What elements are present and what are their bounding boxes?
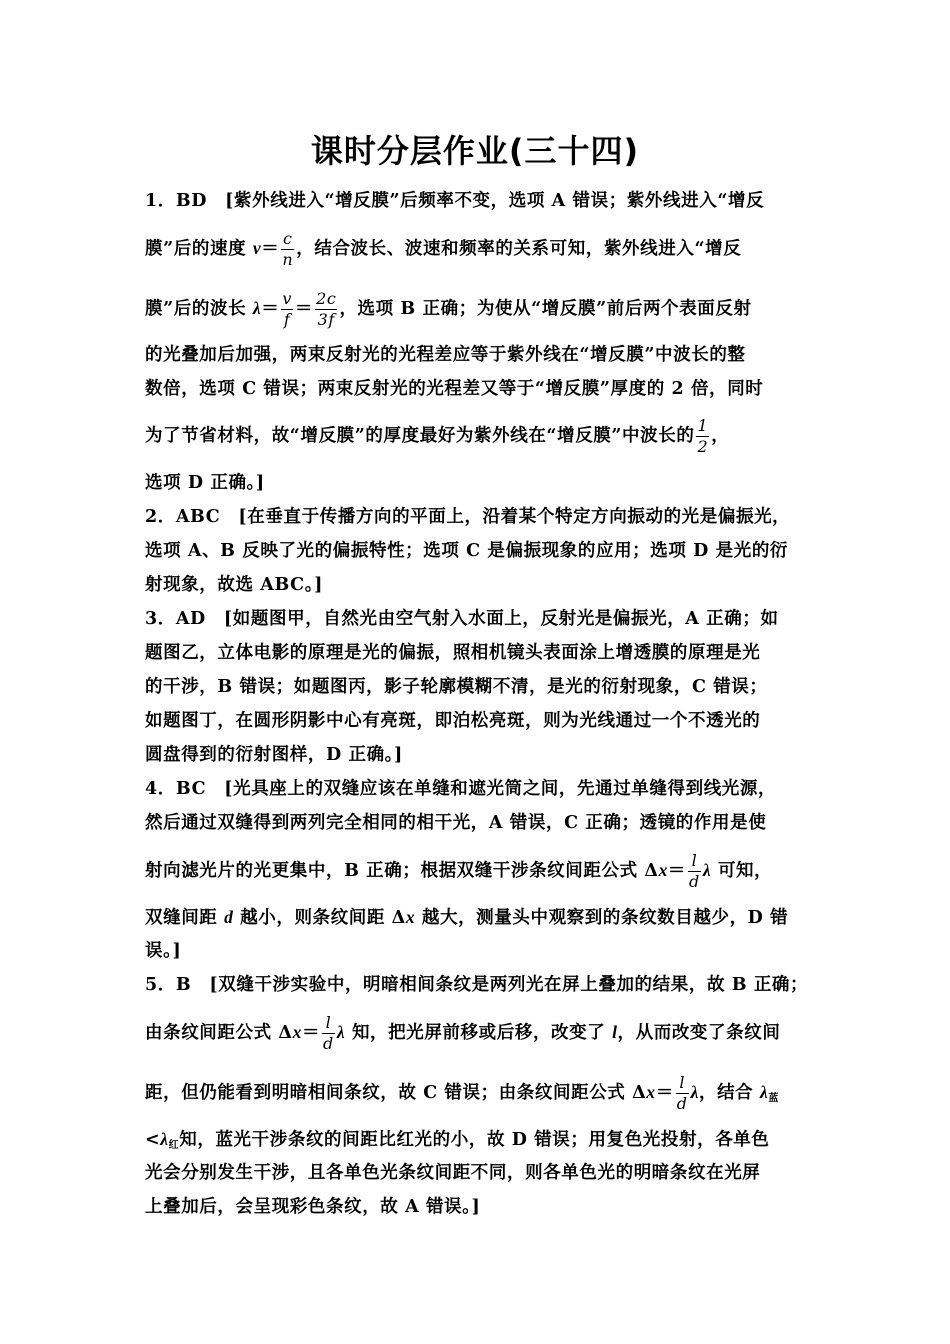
q4-line-3	[145, 840, 810, 900]
q4-text: 双缝间距	[145, 908, 225, 928]
var-lambda: λ	[702, 860, 712, 880]
q5-line-1: 5．B [双缝干涉实验中，明暗相间条纹是两列光在屏上叠加的结果，故 B 正确；	[145, 975, 809, 995]
q3-line-1: 3．AD [如题图甲，自然光由空气射入水面上，反射光是偏振光，A 正确；如	[145, 609, 779, 629]
q4-text: 越小，则条纹间距 Δ	[233, 908, 406, 928]
q1-text: 膜”后的波长	[145, 299, 253, 319]
frac-numerator: l	[322, 1015, 335, 1034]
fraction-v-over-f	[281, 291, 293, 328]
frac-numerator: l	[676, 1075, 689, 1094]
var-lambda: λ	[759, 1082, 769, 1102]
frac-denominator: 3f	[317, 310, 335, 329]
frac-numerator: 1	[697, 416, 709, 435]
q5-text: ，结合	[698, 1083, 760, 1103]
equals-sign: ＝	[667, 861, 687, 881]
subscript-blue: 蓝	[768, 1093, 779, 1104]
subscript-red: 红	[168, 1140, 180, 1151]
var-l: l	[612, 1022, 618, 1042]
frac-denominator: d	[323, 1034, 334, 1053]
less-than-sign: <	[145, 1130, 161, 1150]
var-v: v	[252, 238, 262, 258]
fraction-l-over-d	[688, 853, 701, 890]
q5-text: 距，但仍能看到明暗相间条纹，故 C 错误；由条纹间距公式 Δ	[145, 1083, 647, 1103]
q5-text: ，从而改变了条纹间	[617, 1023, 781, 1043]
q1-text: ，结合波长、波速和频率的关系可知，紫外线进入“增反	[296, 239, 742, 259]
q4-text: 射向滤光片的光更集中，B 正确；根据双缝干涉条纹间距公式 Δ	[145, 861, 659, 881]
q1-line-6	[145, 406, 810, 466]
var-x: x	[292, 1022, 302, 1042]
frac-denominator: n	[282, 250, 294, 269]
q5-text: 由条纹间距公式 Δ	[145, 1023, 293, 1043]
q4-text: 越大，测量头中观察到的条纹数目越少，D 错	[415, 908, 789, 928]
q5-text: 知，把光屏前移或后移，改变了	[345, 1023, 613, 1043]
frac-denominator: 2	[697, 437, 709, 456]
equals-sign: ＝	[655, 1083, 674, 1103]
q5-line-4	[145, 1122, 810, 1156]
q1-line-7: 选项 D 正确。]	[145, 473, 265, 493]
frac-numerator: 2c	[316, 289, 337, 308]
frac-numerator: c	[283, 229, 293, 248]
q1-text: 膜”后的速度	[145, 239, 253, 259]
var-x: x	[646, 1082, 656, 1102]
fraction-l-over-d	[676, 1075, 689, 1112]
q4-line-2: 然后通过双缝得到两列完全相同的相干光，A 错误，C 正确；透镜的作用是使	[145, 813, 767, 833]
q1-line-3	[145, 278, 810, 338]
q1-text: 为了节省材料，故“增反膜”的厚度最好为紫外线在“增反膜”中波长的	[145, 426, 695, 446]
frac-numerator: v	[282, 289, 292, 308]
q4-line-5: 误。]	[145, 941, 182, 961]
q4-text: 可知，	[711, 861, 773, 881]
q1-line-1: 1．BD [紫外线进入“增反膜”后频率不变，选项 A 错误；紫外线进入“增反	[145, 191, 765, 211]
var-d: d	[224, 907, 234, 927]
q1-line-2	[145, 218, 810, 278]
frac-denominator: d	[676, 1094, 688, 1113]
fraction-l-over-d	[322, 1015, 335, 1052]
fraction-one-half	[696, 418, 709, 455]
answer-body	[145, 184, 810, 1224]
q2-line-2: 选项 A、B 反映了光的偏振特性；选项 C 是偏振现象的应用；选项 D 是光的衍	[145, 541, 789, 561]
page-title: 课时分层作业(三十四)	[310, 132, 640, 170]
q1-line-4: 的光叠加后加强，两束反射光的光程差应等于紫外线在“增反膜”中波长的整	[145, 345, 746, 365]
q4-line-1: 4．BC [光具座上的双缝应该在单缝和遮光筒之间，先通过单缝得到线光源，	[145, 779, 777, 799]
q5-line-2	[145, 1002, 810, 1062]
q2-line-1: 2．ABC [在垂直于传播方向的平面上，沿着某个特定方向振动的光是偏振光，	[145, 507, 791, 527]
frac-denominator: f	[283, 310, 291, 329]
fraction-2c-over-3f	[315, 291, 337, 328]
var-lambda: λ	[336, 1022, 346, 1042]
q1-line-5: 数倍，选项 C 错误；两束反射光的光程差又等于“增反膜”厚度的 2 倍，同时	[145, 379, 764, 399]
frac-denominator: d	[689, 872, 700, 891]
q5-line-3	[145, 1062, 810, 1122]
q3-line-5: 圆盘得到的衍射图样，D 正确。]	[145, 745, 403, 765]
q2-line-3: 射现象，故选 ABC。]	[145, 575, 323, 595]
var-lambda: λ	[690, 1082, 699, 1102]
q5-text: 知，蓝光干涉条纹的间距比红光的小，故 D 错误；用复色光投射，各单色	[179, 1130, 770, 1150]
equals-sign: ＝	[261, 299, 280, 319]
equals-sign: ＝	[294, 299, 314, 319]
equals-sign: ＝	[301, 1023, 321, 1043]
q1-text: ，	[711, 426, 730, 446]
q4-line-4	[145, 900, 810, 934]
q5-line-6: 上叠加后，会呈现彩色条纹，故 A 错误。]	[145, 1197, 481, 1217]
q1-text: ，选项 B 正确；为使从“增反膜”前后两个表面反射	[339, 299, 752, 319]
equals-sign: ＝	[261, 239, 280, 259]
q3-line-2: 题图乙，立体电影的原理是光的偏振，照相机镜头表面涂上增透膜的原理是光	[145, 643, 761, 663]
var-lambda: λ	[252, 298, 262, 318]
var-x: x	[658, 860, 668, 880]
frac-numerator: l	[688, 853, 701, 872]
q3-line-3: 的干涉，B 错误；如题图丙，影子轮廓模糊不清，是光的衍射现象，C 错误；	[145, 677, 768, 697]
q5-line-5: 光会分别发生干涉，且各单色光条纹间距不同，则各单色光的明暗条纹在光屏	[145, 1163, 761, 1183]
q3-line-4: 如题图丁，在圆形阴影中心有亮斑，即泊松亮斑，则为光线通过一个不透光的	[145, 711, 761, 731]
var-x: x	[405, 907, 416, 927]
var-lambda: λ	[160, 1129, 169, 1149]
fraction-c-over-n	[281, 231, 294, 268]
